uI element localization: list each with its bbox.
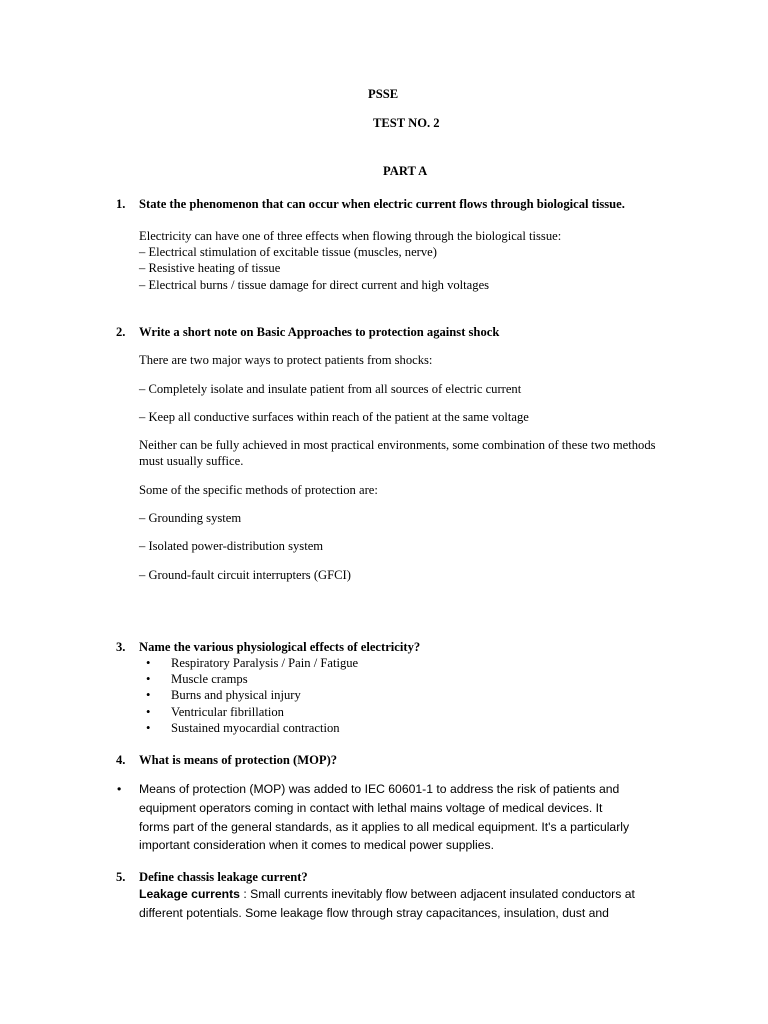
bullet-icon: • [146,656,151,670]
list-item-text: Sustained myocardial contraction [171,720,340,735]
answer-1-line: – Electrical stimulation of excitable tissue (muscles, nerve) [139,245,437,260]
list-item-text: Respiratory Paralysis / Pain / Fatigue [171,656,359,670]
question-number-5: 5. [116,870,126,884]
test-title: TEST NO. 2 [373,116,440,130]
question-number-4: 4. [116,753,126,767]
answer-5-line: different potentials. Some leakage flow through stray capacitances, insulation, dust and [139,905,609,920]
answer-4-line: Means of protection (MOP) was added to IEC 60601-1 to address the risk of patients and [139,782,620,796]
part-title: PART A [383,164,428,178]
answer-1-line: – Resistive heating of tissue [139,261,281,276]
question-5-text: Define chassis leakage current? [139,870,308,884]
answer-2-method-3: – Ground-fault circuit interrupters (GFCI) [139,568,351,582]
bullet-icon: • [146,704,151,719]
question-2-text: Write a short note on Basic Approaches to protection against shock [139,325,500,339]
leakage-term: Leakage currents [139,887,240,901]
answer-4 [139,780,679,855]
answer-1-line: Electricity can have one of three effects when flowing through the biological tissue: [139,229,562,243]
list-item-text: Ventricular fibrillation [171,704,284,719]
answer-2-intro: There are two major ways to protect patients from shocks: [139,353,433,367]
bullet-icon: • [146,672,151,687]
question-number-3: 3. [116,640,126,654]
answer-2-neither-line: must usually suffice. [139,454,244,469]
answer-2-method-1: – Grounding system [139,511,242,525]
question-3-text: Name the various physiological effects of electricity? [139,640,421,654]
bullet-icon: • [117,782,122,796]
question-1-text: State the phenomenon that can occur when electric current flows through biological tissue. [139,197,625,211]
answer-4-line: forms part of the general standards, as it applies to all medical equipment. It's a particularly [139,819,630,834]
course-title: PSSE [368,87,399,101]
answer-2-methods-intro: Some of the specific methods of protection are: [139,483,378,497]
answer-2-neither-line: Neither can be fully achieved in most practical environments, some combination of these two methods [139,438,656,452]
question-4-text: What is means of protection (MOP)? [139,753,338,767]
answer-1 [139,228,699,293]
answer-2-neither [139,437,699,469]
answer-2-way-1: – Completely isolate and insulate patient from all sources of electric current [139,382,522,396]
answer-5-line [139,885,699,904]
answer-5 [139,885,699,923]
question-number-2: 2. [116,325,126,339]
answer-5-line-rest: : Small currents inevitably flow between adjacent insulated conductors at [239,887,635,901]
list-item-text: Muscle cramps [171,672,248,687]
bullet-icon: • [146,720,151,735]
answer-2-method-2: – Isolated power-distribution system [139,539,324,553]
answer-2-way-2: – Keep all conductive surfaces within reach of the patient at the same voltage [139,410,529,424]
answer-1-line: – Electrical burns / tissue damage for direct current and high voltages [139,277,490,292]
answer-4-line: important consideration when it comes to medical power supplies. [139,838,494,853]
question-number-1: 1. [116,197,126,211]
list-item-text: Burns and physical injury [171,688,301,703]
answer-4-line: equipment operators coming in contact with lethal mains voltage of medical devices. It [139,800,603,815]
bullet-icon: • [146,688,151,703]
